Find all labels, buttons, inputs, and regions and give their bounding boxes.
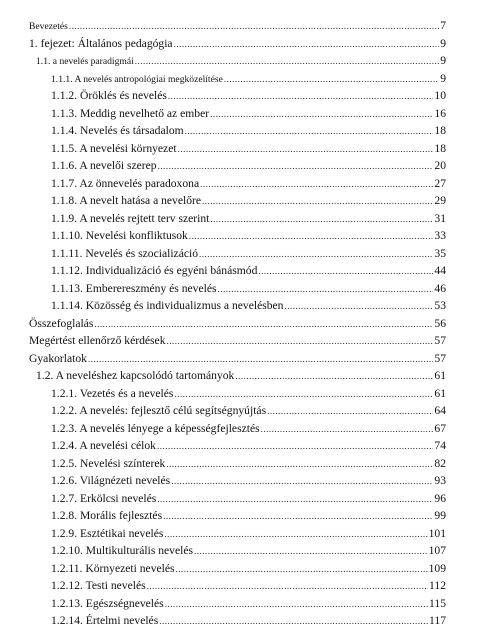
dot-leader [210, 106, 433, 124]
toc-entry-page-number: 101 [428, 526, 446, 540]
toc-entry [29, 227, 446, 245]
toc-entry [29, 507, 446, 525]
dot-leader [168, 88, 433, 106]
toc-entry-title: 1.2.9. Esztétikai nevelés [51, 526, 164, 540]
toc-entry [29, 157, 446, 175]
toc-entry-page-number: 93 [434, 474, 446, 487]
toc-entry-title: 1.2.5. Nevelési színterek [51, 456, 166, 470]
dot-leader [159, 613, 428, 631]
toc-entry-page-number: 109 [428, 561, 446, 575]
dot-leader [171, 473, 433, 491]
toc-entry-page-number: 9 [440, 36, 446, 50]
table-of-contents [29, 17, 446, 630]
toc-entry-page-number: 9 [440, 54, 446, 67]
dot-leader [135, 53, 439, 71]
toc-entry [29, 87, 446, 105]
toc-entry [29, 560, 446, 578]
toc-entry-page-number: 46 [434, 281, 446, 295]
toc-entry-page-number: 64 [434, 404, 446, 417]
toc-entry-page-number: 16 [434, 106, 446, 120]
dot-leader [167, 333, 434, 351]
toc-entry [29, 577, 446, 595]
toc-entry-title: 1.2.12. Testi nevelés [51, 579, 146, 592]
toc-entry-page-number: 107 [428, 544, 446, 557]
dot-leader [69, 18, 439, 36]
dot-leader [202, 193, 433, 211]
toc-entry-page-number: 74 [434, 439, 446, 452]
dot-leader [166, 456, 433, 474]
toc-entry-title: 1.2.14. Értelmi nevelés [51, 614, 159, 627]
toc-entry [29, 472, 446, 490]
toc-entry-page-number: 117 [429, 614, 446, 627]
toc-entry-page-number: 67 [434, 421, 446, 435]
toc-entry-title: 1.1.12. Individualizáció és egyéni bánásmód [51, 264, 258, 277]
toc-entry-title: 1.1.5. A nevelési környezet [51, 141, 177, 155]
dot-leader [261, 421, 434, 439]
toc-entry [29, 367, 446, 385]
toc-entry-page-number: 115 [429, 596, 446, 610]
toc-entry-page-number: 112 [429, 579, 446, 592]
toc-entry [29, 140, 446, 158]
dot-leader [185, 123, 434, 141]
dot-leader [157, 491, 433, 509]
toc-entry-title: 1.2.8. Morális fejlesztés [51, 509, 163, 522]
toc-entry-title: 1.2.13. Egészségnevelés [51, 596, 164, 610]
toc-entry-page-number: 18 [434, 124, 446, 137]
toc-entry-page-number: 20 [434, 159, 446, 172]
dot-leader [199, 246, 433, 264]
toc-entry-title: Gyakorlatok [29, 351, 87, 365]
toc-entry [29, 210, 446, 228]
toc-entry [29, 612, 446, 630]
toc-entry [29, 122, 446, 140]
toc-entry [29, 402, 446, 420]
toc-entry [29, 245, 446, 263]
toc-entry-page-number: 61 [434, 386, 446, 400]
toc-entry-page-number: 9 [440, 71, 446, 85]
toc-entry-page-number: 82 [434, 456, 446, 470]
toc-entry-title: 1.2.6. Világnézeti nevelés [51, 474, 171, 487]
toc-entry-page-number: 29 [434, 194, 446, 207]
toc-entry-title: 1.1.13. Emberereszmény és nevelés [51, 281, 217, 295]
toc-entry-title: 1.2.4. A nevelési célok [51, 439, 156, 452]
dot-leader [165, 596, 428, 614]
toc-entry-page-number: 31 [434, 211, 446, 225]
dot-leader [176, 561, 428, 579]
toc-entry-page-number: 99 [434, 509, 446, 522]
toc-entry-page-number: 53 [434, 299, 446, 312]
toc-entry-title: 1.1.14. Közösség és individualizmus a nevelésben [51, 299, 284, 312]
dot-leader [189, 228, 434, 246]
dot-leader [178, 141, 434, 159]
toc-entry-title: 1. fejezet: Általános pedagógia [29, 36, 173, 50]
dot-leader [164, 526, 427, 544]
toc-entry [29, 595, 446, 613]
toc-entry-title: 1.2. A neveléshez kapcsolódó tartományok [36, 369, 235, 382]
toc-entry [29, 52, 446, 70]
toc-entry-title: 1.1. a nevelés paradigmái [36, 56, 134, 67]
toc-entry-title: Megértést ellenőrző kérdések [29, 334, 166, 347]
dot-leader [224, 71, 439, 89]
toc-entry-title: 1.1.2. Öröklés és nevelés [51, 89, 167, 102]
dot-leader [284, 298, 433, 316]
toc-entry-title: 1.2.10. Multikulturális nevelés [51, 544, 194, 557]
dot-leader [217, 281, 433, 299]
toc-entry-page-number: 7 [440, 19, 446, 32]
dot-leader [174, 386, 433, 404]
toc-entry-page-number: 18 [434, 141, 446, 155]
toc-entry-page-number: 27 [434, 176, 446, 190]
dot-leader [94, 316, 433, 334]
dot-leader [258, 263, 433, 281]
toc-entry-page-number: 61 [434, 369, 446, 382]
toc-entry [29, 332, 446, 350]
toc-entry-title: 1.1.3. Meddig nevelhető az ember [51, 106, 210, 120]
toc-entry [29, 297, 446, 315]
toc-entry-page-number: 96 [434, 491, 446, 505]
dot-leader [235, 368, 433, 386]
toc-entry-page-number: 44 [434, 264, 446, 277]
toc-entry [29, 175, 446, 193]
toc-entry-title: 1.1.7. Az önnevelés paradoxona [51, 176, 200, 190]
dot-leader [158, 158, 434, 176]
dot-leader [210, 211, 433, 229]
toc-entry-title: 1.2.1. Vezetés és a nevelés [51, 386, 174, 400]
toc-entry-title: 1.1.6. A nevelői szerep [51, 159, 157, 172]
toc-entry-page-number: 35 [434, 246, 446, 260]
dot-leader [174, 36, 440, 54]
toc-entry-page-number: 57 [434, 351, 446, 365]
toc-entry [29, 70, 446, 88]
toc-entry [29, 280, 446, 298]
toc-entry-title: 1.2.2. A nevelés: fejlesztő célú segítségnyújtás [51, 404, 267, 417]
toc-entry-title: 1.1.8. A nevelt hatása a nevelőre [51, 194, 202, 207]
dot-leader [194, 543, 428, 561]
toc-entry [29, 420, 446, 438]
toc-entry [29, 490, 446, 508]
toc-entry-title: 1.1.9. A nevelés rejtett terv szerint [51, 211, 210, 225]
toc-entry [29, 542, 446, 560]
toc-entry [29, 192, 446, 210]
dot-leader [200, 176, 433, 194]
toc-entry-title: 1.1.4. Nevelés és társadalom [51, 124, 184, 137]
toc-entry-title: 1.2.7. Erkölcsi nevelés [51, 491, 157, 505]
toc-entry [29, 437, 446, 455]
toc-entry-page-number: 57 [434, 334, 446, 347]
toc-entry-page-number: 33 [434, 229, 446, 242]
toc-entry-title: 1.2.11. Környezeti nevelés [51, 561, 175, 575]
toc-entry [29, 350, 446, 368]
toc-entry [29, 262, 446, 280]
toc-entry-title: 1.1.1. A nevelés antropológiai megközelítése [51, 73, 223, 85]
dot-leader [267, 403, 433, 421]
toc-entry-title: 1.1.10. Nevelési konfliktusok [51, 229, 188, 242]
toc-entry [29, 315, 446, 333]
toc-entry-title: 1.1.11. Nevelés és szocializáció [51, 246, 199, 260]
toc-entry [29, 455, 446, 473]
toc-entry-title: Bevezetés [29, 21, 68, 32]
toc-entry [29, 385, 446, 403]
toc-entry-title: Összefoglalás [29, 316, 94, 330]
dot-leader [147, 578, 428, 596]
toc-entry-page-number: 10 [434, 89, 446, 102]
dot-leader [163, 508, 433, 526]
toc-entry [29, 35, 446, 53]
toc-entry-title: 1.2.3. A nevelés lényege a képességfejlesztés [51, 421, 260, 435]
dot-leader [157, 438, 433, 456]
toc-entry [29, 105, 446, 123]
dot-leader [88, 351, 433, 369]
toc-entry [29, 17, 446, 35]
toc-entry [29, 525, 446, 543]
toc-entry-page-number: 56 [434, 316, 446, 330]
